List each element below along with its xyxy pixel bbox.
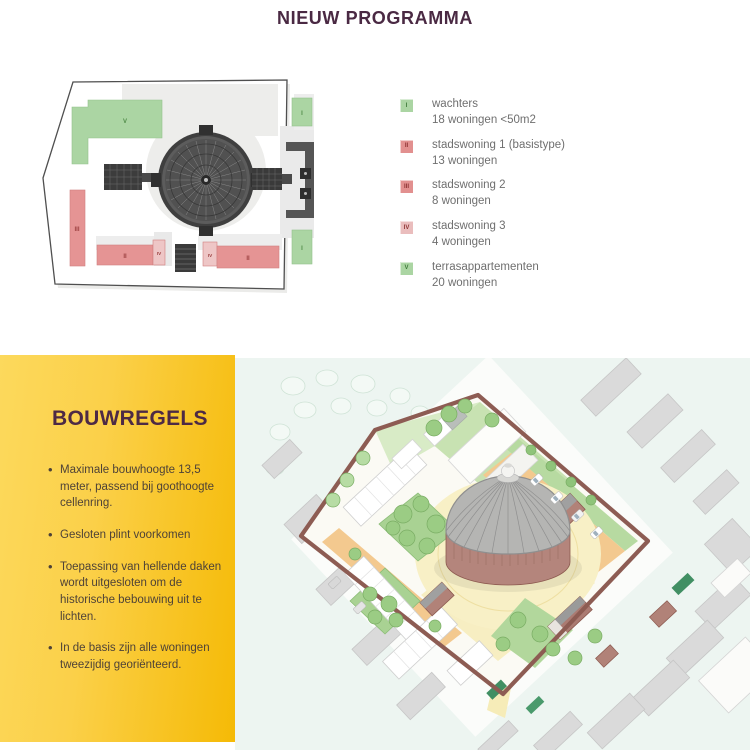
- legend-item-count: 13 woningen: [432, 154, 498, 167]
- legend-item-wachters: [400, 97, 630, 129]
- legend-item-terrasappartementen: [400, 260, 630, 292]
- site-plan-wrap: [30, 68, 320, 300]
- plan-label-iv-b: IV: [207, 253, 213, 258]
- bouwregels-list: [48, 462, 224, 689]
- isometric-panel: [235, 358, 750, 750]
- plan-label-ii-left: II: [123, 254, 127, 260]
- legend-swatch-icon: [400, 180, 413, 193]
- rule-bullet-3: [48, 559, 224, 626]
- legend-item-name: stadswoning 3: [432, 220, 506, 233]
- rule-bullet-2: [48, 527, 224, 544]
- legend-numeral: V: [404, 265, 409, 272]
- legend: [400, 97, 630, 301]
- rule-bullet-1: [48, 462, 224, 512]
- rule-bullet-4: [48, 640, 224, 673]
- legend-numeral: IV: [403, 224, 410, 231]
- legend-swatch-icon: [400, 140, 413, 153]
- legend-swatch-icon: [400, 221, 413, 234]
- bouwregels-panel: [0, 355, 235, 742]
- bouwregels-title: BOUWREGELS: [52, 407, 208, 430]
- page-title: NIEUW PROGRAMMA: [277, 8, 473, 28]
- plan-label-iii: III: [74, 227, 80, 233]
- legend-item-count: 20 woningen: [432, 276, 498, 289]
- legend-swatch-icon: [400, 99, 413, 112]
- rule-text: Toepassing van hellende daken wordt uitgesloten om de historische bebouwing uit te lichten.: [60, 560, 222, 623]
- rule-text: Gesloten plint voorkomen: [60, 529, 191, 542]
- plan-label-ii-right: II: [246, 256, 250, 262]
- legend-item-count: 4 woningen: [432, 236, 491, 249]
- site-plan-diagram: [30, 68, 320, 300]
- plan-label-iv-a: IV: [156, 251, 162, 256]
- rule-text: In de basis zijn alle woningen tweezijdig georiënteerd.: [60, 642, 210, 672]
- legend-numeral: I: [405, 102, 408, 109]
- legend-item-name: stadswoning 1 (basistype): [432, 138, 565, 151]
- legend-item-stadswoning-1: [400, 138, 630, 170]
- legend-item-name: wachters: [432, 98, 479, 110]
- legend-item-stadswoning-2: [400, 178, 630, 210]
- legend-item-count: 8 woningen: [432, 195, 491, 208]
- legend-item-count: 18 woningen <50m2: [432, 113, 536, 126]
- plan-label-i-bottom: I: [301, 246, 303, 252]
- legend-numeral: II: [404, 143, 409, 150]
- plan-south-annex: [175, 244, 196, 272]
- legend-numeral: III: [403, 183, 409, 190]
- rule-text: Maximale bouwhoogte 13,5 meter, passend bij goothoogte cellenring.: [60, 464, 215, 510]
- legend-swatch-icon: [400, 262, 413, 275]
- plan-label-v: V: [122, 119, 128, 125]
- legend-item-name: terrasappartementen: [432, 260, 539, 273]
- isometric-site-illustration: [235, 358, 750, 750]
- legend-item-stadswoning-3: [400, 219, 630, 251]
- plan-label-i-top: I: [301, 111, 303, 117]
- legend-item-name: stadswoning 2: [432, 179, 506, 192]
